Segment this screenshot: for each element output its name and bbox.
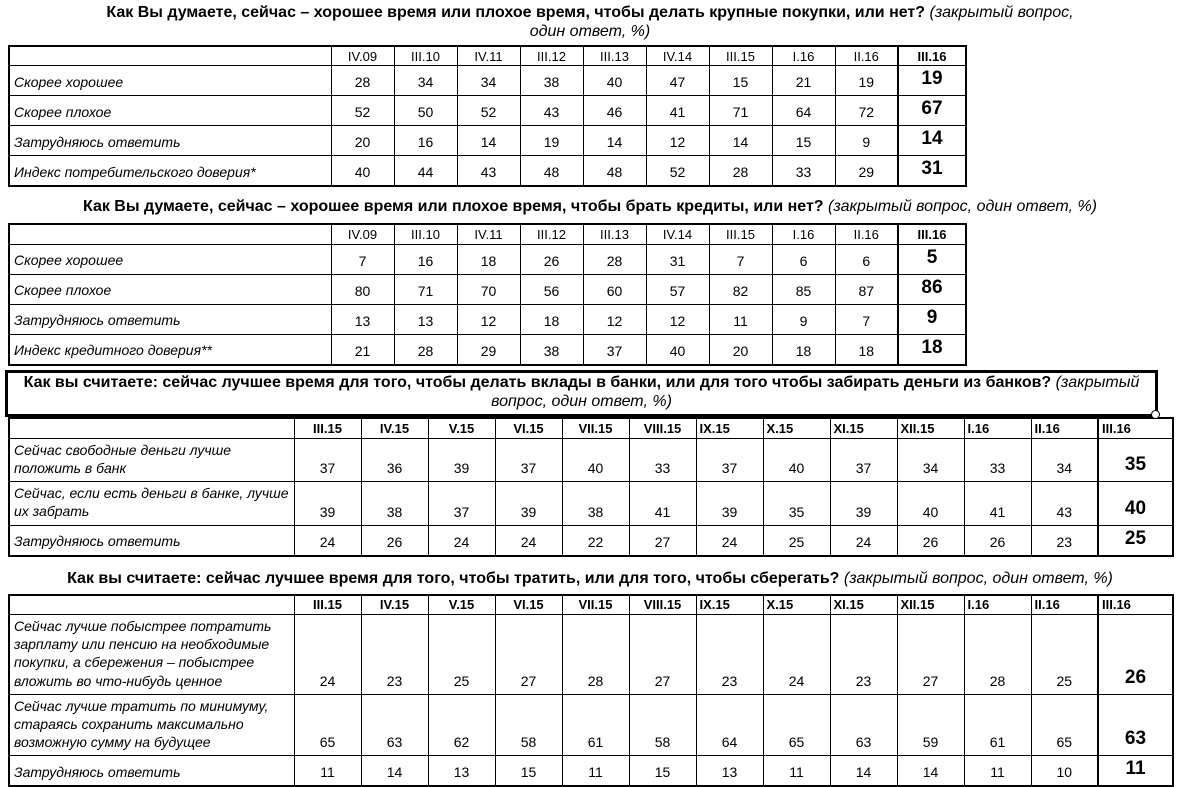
- value-cell: 72: [835, 96, 898, 126]
- column-header: IV.15: [361, 595, 428, 615]
- row-label: Затрудняюсь ответить: [9, 126, 331, 156]
- question-note: (закрытый вопрос, один ответ, %): [844, 570, 1113, 587]
- value-cell: 33: [629, 438, 696, 481]
- row-label: Индекс кредитного доверия**: [9, 334, 331, 365]
- table-row: [9, 615, 1173, 695]
- value-cell: 59: [897, 694, 964, 756]
- value-cell: 58: [629, 694, 696, 756]
- value-cell: 25: [1098, 525, 1173, 556]
- value-cell: 11: [763, 756, 830, 787]
- value-cell: 37: [830, 438, 897, 481]
- column-header: I.16: [772, 224, 835, 244]
- value-cell: 24: [696, 525, 763, 556]
- value-cell: 38: [361, 482, 428, 525]
- row-label: Сейчас лучше тратить по минимуму, стараясь сохранить максимально возможную сумму на будущее: [9, 694, 294, 756]
- value-cell: 87: [835, 274, 898, 304]
- column-header: VIII.15: [629, 418, 696, 438]
- value-cell: 15: [495, 756, 562, 787]
- value-cell: 26: [1098, 615, 1173, 695]
- value-cell: 18: [772, 334, 835, 365]
- value-cell: 13: [428, 756, 495, 787]
- value-cell: 24: [428, 525, 495, 556]
- value-cell: 44: [394, 156, 457, 187]
- value-cell: 6: [835, 244, 898, 274]
- column-header: VI.15: [495, 418, 562, 438]
- value-cell: 52: [646, 156, 709, 187]
- column-header: III.16: [898, 224, 966, 244]
- value-cell: 27: [897, 615, 964, 695]
- value-cell: 14: [830, 756, 897, 787]
- value-cell: 40: [583, 66, 646, 96]
- column-header: III.13: [583, 224, 646, 244]
- table-purchases: [8, 45, 967, 188]
- question-text: Как Вы думаете, сейчас – хорошее время или плохое время, чтобы делать крупные покупки, или нет?: [106, 4, 925, 21]
- value-cell: 28: [331, 66, 394, 96]
- table-row: [9, 694, 1173, 756]
- value-cell: 43: [457, 156, 520, 187]
- value-cell: 34: [897, 438, 964, 481]
- value-cell: 34: [1031, 438, 1098, 481]
- value-cell: 20: [709, 334, 772, 365]
- column-header: III.10: [394, 224, 457, 244]
- value-cell: 37: [428, 482, 495, 525]
- corner-cell: [9, 418, 294, 438]
- column-header: III.16: [898, 46, 966, 66]
- value-cell: 7: [835, 304, 898, 334]
- question-note: (закрытый вопрос, один ответ, %): [828, 198, 1097, 215]
- question-title-spending: [0, 570, 1180, 589]
- column-header: IV.11: [457, 46, 520, 66]
- value-cell: 71: [709, 96, 772, 126]
- value-cell: 27: [495, 615, 562, 695]
- value-cell: 37: [294, 438, 361, 481]
- value-cell: 25: [428, 615, 495, 695]
- row-label: Затрудняюсь ответить: [9, 304, 331, 334]
- column-header: III.15: [709, 224, 772, 244]
- value-cell: 58: [495, 694, 562, 756]
- value-cell: 39: [830, 482, 897, 525]
- question-text: Как вы считаете: сейчас лучшее время для того, чтобы тратить, или для того, чтобы сберегать?: [67, 570, 839, 587]
- question-title-purchases: [100, 0, 1080, 42]
- value-cell: 40: [331, 156, 394, 187]
- value-cell: 19: [520, 126, 583, 156]
- value-cell: 7: [709, 244, 772, 274]
- column-header: VII.15: [562, 595, 629, 615]
- value-cell: 11: [294, 756, 361, 787]
- value-cell: 25: [763, 525, 830, 556]
- column-header: II.16: [1031, 595, 1098, 615]
- value-cell: 12: [457, 304, 520, 334]
- value-cell: 38: [520, 334, 583, 365]
- value-cell: 65: [1031, 694, 1098, 756]
- column-header: VII.15: [562, 418, 629, 438]
- question-title-deposits-box: [5, 370, 1158, 418]
- value-cell: 28: [709, 156, 772, 187]
- column-header: V.15: [428, 418, 495, 438]
- table-row: [9, 66, 966, 96]
- value-cell: 23: [696, 615, 763, 695]
- value-cell: 18: [898, 334, 966, 365]
- question-text: Как Вы думаете, сейчас – хорошее время или плохое время, чтобы брать кредиты, или нет?: [83, 198, 824, 215]
- value-cell: 28: [583, 244, 646, 274]
- value-cell: 65: [763, 694, 830, 756]
- question-text: Как вы считаете: сейчас лучшее время для того, чтобы делать вклады в банки, или для того чтобы забирать деньги из банков?: [24, 374, 1052, 391]
- value-cell: 24: [294, 615, 361, 695]
- value-cell: 48: [583, 156, 646, 187]
- value-cell: 21: [772, 66, 835, 96]
- row-label: Скорее хорошее: [9, 66, 331, 96]
- column-header: XI.15: [830, 418, 897, 438]
- value-cell: 15: [709, 66, 772, 96]
- value-cell: 9: [772, 304, 835, 334]
- value-cell: 50: [394, 96, 457, 126]
- column-header: VIII.15: [629, 595, 696, 615]
- column-header: III.15: [294, 418, 361, 438]
- value-cell: 65: [294, 694, 361, 756]
- value-cell: 47: [646, 66, 709, 96]
- value-cell: 9: [835, 126, 898, 156]
- value-cell: 31: [898, 156, 966, 187]
- value-cell: 63: [361, 694, 428, 756]
- value-cell: 52: [331, 96, 394, 126]
- column-header: II.16: [835, 46, 898, 66]
- value-cell: 29: [835, 156, 898, 187]
- value-cell: 63: [1098, 694, 1173, 756]
- row-label: Скорее плохое: [9, 274, 331, 304]
- header-row: [9, 595, 1173, 615]
- value-cell: 38: [562, 482, 629, 525]
- value-cell: 12: [646, 304, 709, 334]
- value-cell: 41: [964, 482, 1031, 525]
- value-cell: 40: [646, 334, 709, 365]
- value-cell: 63: [830, 694, 897, 756]
- column-header: VI.15: [495, 595, 562, 615]
- column-header: IX.15: [696, 595, 763, 615]
- column-header: IV.11: [457, 224, 520, 244]
- table-row: [9, 482, 1173, 525]
- value-cell: 64: [772, 96, 835, 126]
- value-cell: 11: [562, 756, 629, 787]
- value-cell: 13: [331, 304, 394, 334]
- column-header: I.16: [964, 418, 1031, 438]
- value-cell: 22: [562, 525, 629, 556]
- column-header: III.10: [394, 46, 457, 66]
- value-cell: 46: [583, 96, 646, 126]
- value-cell: 37: [696, 438, 763, 481]
- value-cell: 18: [835, 334, 898, 365]
- table-row: [9, 96, 966, 126]
- value-cell: 40: [562, 438, 629, 481]
- value-cell: 23: [830, 615, 897, 695]
- header-row: [9, 418, 1173, 438]
- corner-cell: [9, 595, 294, 615]
- row-label: Сейчас свободные деньги лучше положить в банк: [9, 438, 294, 481]
- value-cell: 11: [1098, 756, 1173, 787]
- value-cell: 18: [520, 304, 583, 334]
- value-cell: 27: [629, 615, 696, 695]
- value-cell: 34: [394, 66, 457, 96]
- table-row: [9, 334, 966, 365]
- value-cell: 26: [897, 525, 964, 556]
- value-cell: 23: [361, 615, 428, 695]
- value-cell: 23: [1031, 525, 1098, 556]
- value-cell: 20: [331, 126, 394, 156]
- value-cell: 38: [520, 66, 583, 96]
- value-cell: 28: [562, 615, 629, 695]
- value-cell: 56: [520, 274, 583, 304]
- value-cell: 9: [898, 304, 966, 334]
- question-note: (закрытый вопрос, один ответ, %): [530, 4, 1074, 40]
- column-header: XII.15: [897, 418, 964, 438]
- table-row: [9, 438, 1173, 481]
- value-cell: 13: [394, 304, 457, 334]
- value-cell: 25: [1031, 615, 1098, 695]
- value-cell: 14: [897, 756, 964, 787]
- value-cell: 39: [696, 482, 763, 525]
- column-header: III.15: [294, 595, 361, 615]
- column-header: IV.15: [361, 418, 428, 438]
- value-cell: 12: [646, 126, 709, 156]
- column-header: III.16: [1098, 418, 1173, 438]
- value-cell: 35: [1098, 438, 1173, 481]
- column-header: V.15: [428, 595, 495, 615]
- column-header: III.16: [1098, 595, 1173, 615]
- value-cell: 62: [428, 694, 495, 756]
- question-note: (закрытый вопрос, один ответ, %): [491, 374, 1139, 410]
- table-row: [9, 244, 966, 274]
- column-header: I.16: [964, 595, 1031, 615]
- column-header: III.12: [520, 46, 583, 66]
- column-header: IV.09: [331, 224, 394, 244]
- column-header: XII.15: [897, 595, 964, 615]
- value-cell: 35: [763, 482, 830, 525]
- value-cell: 24: [763, 615, 830, 695]
- table-deposits: [8, 417, 1174, 556]
- row-label: Затрудняюсь ответить: [9, 756, 294, 787]
- table-row: [9, 525, 1173, 556]
- value-cell: 41: [629, 482, 696, 525]
- value-cell: 60: [583, 274, 646, 304]
- column-header: III.15: [709, 46, 772, 66]
- value-cell: 43: [520, 96, 583, 126]
- row-label: Скорее плохое: [9, 96, 331, 126]
- value-cell: 61: [562, 694, 629, 756]
- corner-cell: [9, 224, 331, 244]
- value-cell: 19: [835, 66, 898, 96]
- row-label: Индекс потребительского доверия*: [9, 156, 331, 187]
- value-cell: 14: [361, 756, 428, 787]
- table-row: [9, 304, 966, 334]
- value-cell: 12: [583, 304, 646, 334]
- value-cell: 21: [331, 334, 394, 365]
- value-cell: 29: [457, 334, 520, 365]
- value-cell: 86: [898, 274, 966, 304]
- value-cell: 34: [457, 66, 520, 96]
- value-cell: 14: [457, 126, 520, 156]
- value-cell: 48: [520, 156, 583, 187]
- column-header: XI.15: [830, 595, 897, 615]
- value-cell: 13: [696, 756, 763, 787]
- corner-cell: [9, 46, 331, 66]
- table-row: [9, 126, 966, 156]
- value-cell: 14: [583, 126, 646, 156]
- column-header: II.16: [835, 224, 898, 244]
- value-cell: 6: [772, 244, 835, 274]
- value-cell: 33: [772, 156, 835, 187]
- value-cell: 28: [394, 334, 457, 365]
- value-cell: 14: [709, 126, 772, 156]
- value-cell: 7: [331, 244, 394, 274]
- value-cell: 14: [898, 126, 966, 156]
- value-cell: 28: [964, 615, 1031, 695]
- value-cell: 57: [646, 274, 709, 304]
- value-cell: 43: [1031, 482, 1098, 525]
- value-cell: 18: [457, 244, 520, 274]
- row-label: Скорее хорошее: [9, 244, 331, 274]
- value-cell: 85: [772, 274, 835, 304]
- value-cell: 26: [361, 525, 428, 556]
- value-cell: 19: [898, 66, 966, 96]
- column-header: IV.14: [646, 224, 709, 244]
- value-cell: 37: [495, 438, 562, 481]
- value-cell: 31: [646, 244, 709, 274]
- value-cell: 61: [964, 694, 1031, 756]
- column-header: I.16: [772, 46, 835, 66]
- table-row: [9, 156, 966, 187]
- value-cell: 67: [898, 96, 966, 126]
- value-cell: 82: [709, 274, 772, 304]
- value-cell: 71: [394, 274, 457, 304]
- value-cell: 64: [696, 694, 763, 756]
- column-header: X.15: [763, 595, 830, 615]
- value-cell: 16: [394, 126, 457, 156]
- value-cell: 24: [830, 525, 897, 556]
- value-cell: 52: [457, 96, 520, 126]
- value-cell: 15: [629, 756, 696, 787]
- value-cell: 24: [294, 525, 361, 556]
- value-cell: 27: [629, 525, 696, 556]
- value-cell: 40: [1098, 482, 1173, 525]
- row-label: Сейчас, если есть деньги в банке, лучше их забрать: [9, 482, 294, 525]
- value-cell: 70: [457, 274, 520, 304]
- column-header: IX.15: [696, 418, 763, 438]
- column-header: III.12: [520, 224, 583, 244]
- value-cell: 11: [709, 304, 772, 334]
- value-cell: 5: [898, 244, 966, 274]
- value-cell: 39: [294, 482, 361, 525]
- value-cell: 10: [1031, 756, 1098, 787]
- value-cell: 41: [646, 96, 709, 126]
- header-row: [9, 46, 966, 66]
- value-cell: 36: [361, 438, 428, 481]
- table-credits: [8, 223, 967, 366]
- column-header: IV.14: [646, 46, 709, 66]
- row-label: Затрудняюсь ответить: [9, 525, 294, 556]
- header-row: [9, 224, 966, 244]
- column-header: X.15: [763, 418, 830, 438]
- value-cell: 40: [897, 482, 964, 525]
- value-cell: 15: [772, 126, 835, 156]
- value-cell: 39: [428, 438, 495, 481]
- table-row: [9, 756, 1173, 787]
- column-header: II.16: [1031, 418, 1098, 438]
- value-cell: 37: [583, 334, 646, 365]
- value-cell: 16: [394, 244, 457, 274]
- value-cell: 26: [964, 525, 1031, 556]
- table-row: [9, 274, 966, 304]
- value-cell: 24: [495, 525, 562, 556]
- value-cell: 80: [331, 274, 394, 304]
- column-header: III.13: [583, 46, 646, 66]
- value-cell: 11: [964, 756, 1031, 787]
- value-cell: 39: [495, 482, 562, 525]
- value-cell: 33: [964, 438, 1031, 481]
- table-spending: [8, 594, 1174, 787]
- row-label: Сейчас лучше побыстрее потратить зарплату или пенсию на необходимые покупки, а сбережения – побыстрее вложить во что-нибудь ценное: [9, 615, 294, 695]
- column-header: IV.09: [331, 46, 394, 66]
- question-title-credits: [0, 198, 1180, 217]
- value-cell: 26: [520, 244, 583, 274]
- value-cell: 40: [763, 438, 830, 481]
